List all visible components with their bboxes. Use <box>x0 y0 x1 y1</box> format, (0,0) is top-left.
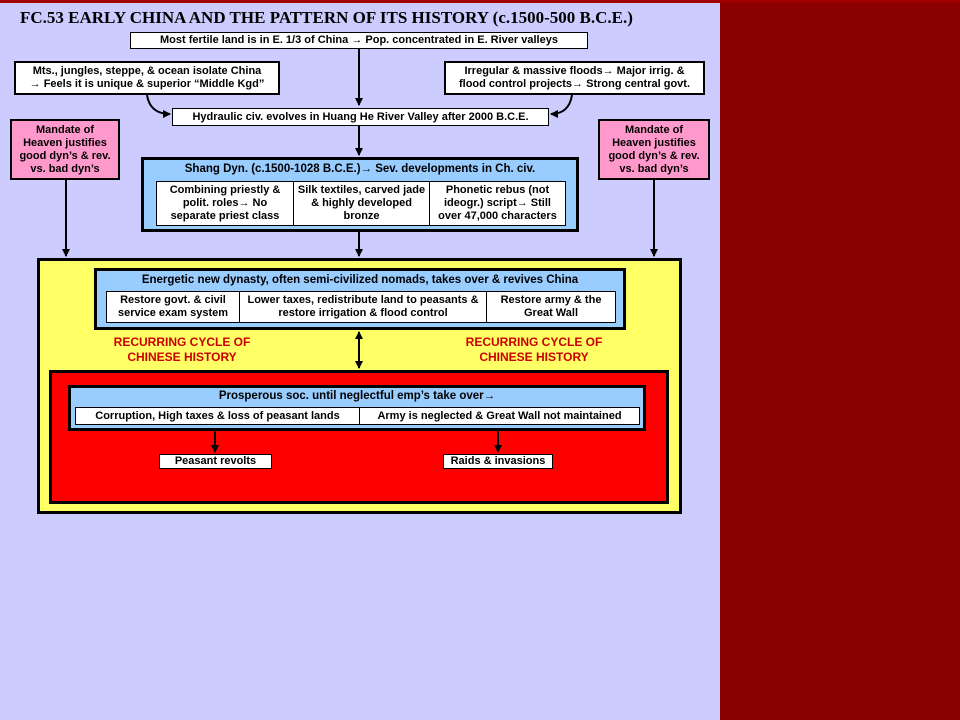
fertile-land-box: Most fertile land is in E. 1/3 of China → Pop. concentrated in E. River valleys <box>130 32 588 49</box>
mandate-of-heaven-right: Mandate of Heaven justifies good dyn’s & rev. vs. bad dyn’s <box>598 119 710 180</box>
shang-priestly-cell: Combining priestly & polit. roles→ No separate priest class <box>157 182 294 225</box>
restore-govt-cell: Restore govt. & civil service exam system <box>107 292 240 322</box>
shang-silk-cell: Silk textiles, carved jade & highly developed bronze <box>294 182 430 225</box>
raids-invasions-box: Raids & invasions <box>443 454 553 469</box>
prosperous-header: Prosperous soc. until neglectful emp’s take over→ <box>71 390 643 402</box>
corruption-cell: Corruption, High taxes & loss of peasant lands <box>76 408 360 424</box>
lower-taxes-cell: Lower taxes, redistribute land to peasants & restore irrigation & flood control <box>240 292 487 322</box>
floods-box: Irregular & massive floods→ Major irrig. & flood control projects→ Strong central govt. <box>444 61 705 95</box>
cycle-label-right: RECURRING CYCLE OF CHINESE HISTORY <box>465 335 603 364</box>
peasant-revolts-box: Peasant revolts <box>159 454 272 469</box>
restore-army-cell: Restore army & the Great Wall <box>500 294 602 319</box>
army-neglected-cell: Army is neglected & Great Wall not maintained <box>377 409 622 422</box>
page-title: FC.53 EARLY CHINA AND THE PATTERN OF ITS HISTORY (c.1500-500 B.C.E.) <box>20 8 633 27</box>
shang-header: Shang Dyn. (c.1500-1028 B.C.E.)→ Sev. developments in Ch. civ. <box>144 163 576 175</box>
hydraulic-civ-box: Hydraulic civ. evolves in Huang He River Valley after 2000 B.C.E. <box>172 108 549 126</box>
new-dynasty-header: Energetic new dynasty, often semi-civilized nomads, takes over & revives China <box>141 274 579 286</box>
isolation-box: Mts., jungles, steppe, & ocean isolate China → Feels it is unique & superior “Middle Kgd” <box>14 61 280 95</box>
shang-script-cell: Phonetic rebus (not ideogr.) script→ Still over 47,000 characters <box>430 182 565 225</box>
mandate-of-heaven-left: Mandate of Heaven justifies good dyn’s & rev. vs. bad dyn’s <box>10 119 120 180</box>
cycle-label-left: RECURRING CYCLE OF CHINESE HISTORY <box>113 335 251 364</box>
